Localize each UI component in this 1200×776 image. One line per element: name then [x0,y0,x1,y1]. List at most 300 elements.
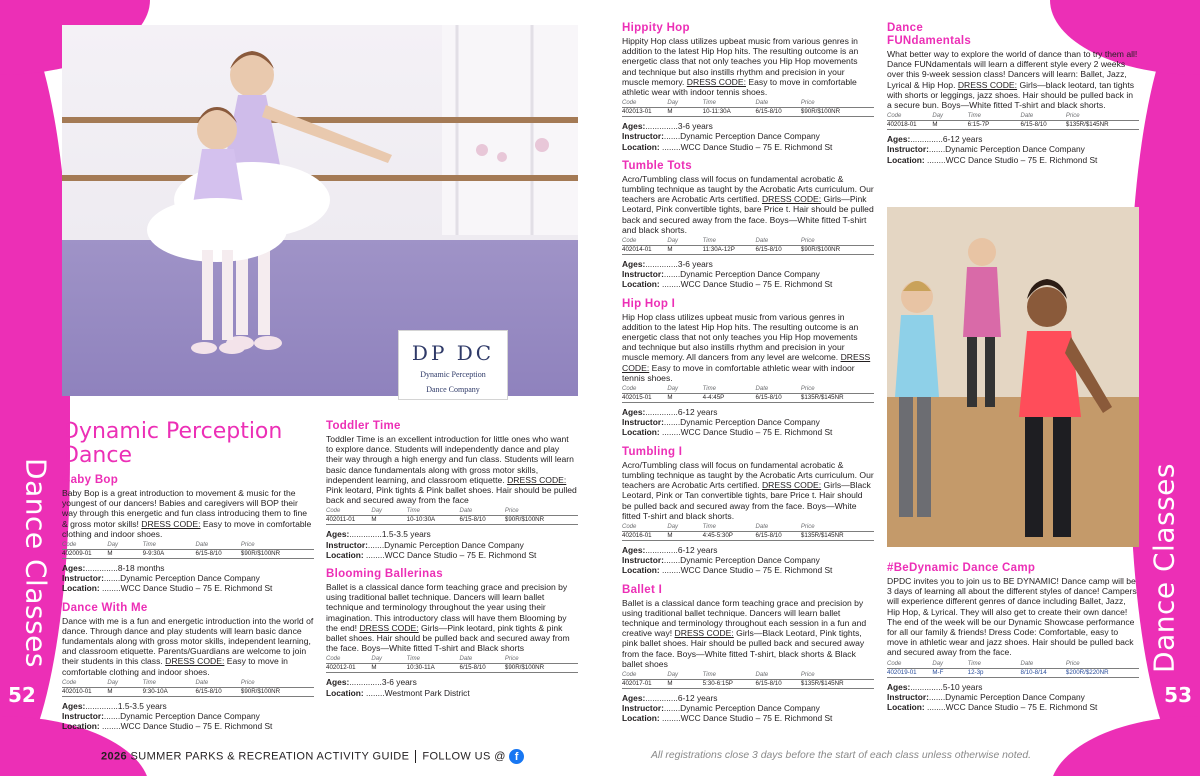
col-header-price: Price [504,508,519,515]
location-line: Location: ........WCC Dance Studio – 75 E. Richmond St [62,583,273,594]
cell-date: 6/15-8/10 [460,664,505,673]
col-header-date: Date [755,238,769,245]
col-header-code: Code [62,679,77,686]
ages-value: 3-6 years [677,259,713,270]
schedule-table-toddler-time [326,508,578,525]
col-header-price: Price [1065,113,1080,120]
class-description-dance-fundamentals [887,49,1139,110]
location-value: WCC Dance Studio – 75 E. Richmond St [945,702,1098,713]
col-header-day: Day [667,238,679,245]
column-left-2 [326,420,578,698]
dress-code-label: DRESS CODE: [165,656,225,667]
class-description-dance-with-me [62,616,314,677]
schedule-table-dance-with-me [62,680,314,697]
class-info-hip-hop-1 [622,407,874,438]
col-header-time: Time [406,656,420,663]
ages-value: 8-18 months [117,563,165,574]
location-value: WCC Dance Studio – 75 E. Richmond St [680,565,833,576]
ages-label: Ages: [622,692,646,703]
col-header-time: Time [702,523,716,530]
dress-code-text: Easy to move in comfortable clothing and indoor shoes. [62,656,288,677]
col-header-price: Price [240,679,255,686]
location-line: Location: ........WCC Dance Studio – 75 E. Richmond St [622,565,833,576]
ages-line: Ages:..............6-12 years [622,544,718,555]
ages-value: 6-12 years [677,544,718,555]
cell-day: M [371,664,406,673]
col-header-date: Date [755,386,769,393]
dress-code-text: Easy to move in comfortable athletic wear with indoor tennis shoes. [622,362,855,383]
instructor-label: Instructor: [62,711,104,722]
col-header-day: Day [107,679,119,686]
footer-guide-name: SUMMER PARKS & RECREATION ACTIVITY GUIDE [127,750,410,763]
class-description-blooming-ballerinas [326,582,578,653]
footer-follow-us: FOLLOW US @ [422,750,506,763]
instructor-line: Instructor:.......Dynamic Perception Dance Company [622,703,820,714]
location-line: Location: ........WCC Dance Studio – 75 E. Richmond St [622,141,833,152]
instructor-line: Instructor:.......Dynamic Perception Dance Company [622,131,820,142]
class-title-tumble-tots: Tumble Tots [622,159,692,172]
class-title-hippity-hop: Hippity Hop [622,22,690,34]
ages-line: Ages:..............5-10 years [887,681,983,692]
ages-line: Ages:..............6-12 years [622,692,718,703]
col-header-time: Time [406,508,420,515]
footer-guide-title [101,749,524,764]
class-info-tumble-tots [622,259,874,290]
instructor-label: Instructor: [622,131,664,142]
class-description-baby-bop [62,488,314,539]
class-title-dance-with-me: Dance With Me [62,601,148,614]
dpdc-logo [398,330,508,400]
cell-date: 6/15-8/10 [460,516,505,525]
dress-code-text: Pink leotard, Pink tights & Pink ballet shoes. Hair should be pulled back and secured away from the face [326,485,577,506]
location-label: Location: [62,583,100,594]
class-info-toddler-time [326,529,578,560]
ages-label: Ages: [887,134,911,145]
instructor-label: Instructor: [326,539,368,550]
col-header-day: Day [932,113,944,120]
description-text: Hippity Hop class utilizes upbeat music from various genres in addition to the latest Hip Hop hits. The resulting outcome is an energetic class that not only teaches you Hip Hop movements and technique but also instills rhythm and precision in your muscle memory. [622,36,859,87]
dress-code-label: DRESS CODE: [141,518,201,529]
ages-label: Ages: [622,121,646,132]
logo-name-line1: Dynamic Perception [420,370,486,379]
cell-price: $90R/$100NR [241,687,314,696]
cell-price: $90R/$100NR [801,108,874,117]
class-description-hip-hop-1 [622,312,874,383]
class-info-dance-fundamentals [887,134,1139,165]
col-header-price: Price [800,100,815,107]
column-right-1 [622,22,874,724]
footer-registration-notice: All registrations close 3 days before the start of each class unless otherwise noted. [651,750,1032,761]
class-title-bedynamic-camp: #BeDynamic Dance Camp [887,562,1036,574]
class-info-dance-with-me [62,701,314,732]
col-header-code: Code [887,113,902,120]
instructor-value: Dynamic Perception Dance Company [680,703,820,714]
cell-time: 11:30A-12P [703,246,756,255]
footer-divider [415,750,416,763]
class-title-dance-fundamentals [887,22,1139,48]
instructor-label: Instructor: [622,703,664,714]
instructor-label: Instructor: [62,573,104,584]
corner-swoosh [1050,716,1200,776]
cell-time: 9:30-10A [143,687,196,696]
table-row [326,664,578,673]
ages-line: Ages:..............1.5-3.5 years [62,700,167,711]
location-line: Location: ........WCC Dance Studio – 75 E. Richmond St [326,549,537,560]
dress-code-label: DRESS CODE: [507,474,567,485]
schedule-table-ballet-1 [622,672,874,689]
cell-time: 10-10:30A [407,516,460,525]
column-right-2-bottom [887,562,1139,712]
col-header-time: Time [702,100,716,107]
schedule-table-dance-fundamentals [887,113,1139,130]
col-header-code: Code [622,523,637,530]
col-header-price: Price [800,238,815,245]
class-description-hippity-hop [622,36,874,97]
cell-price: $90R/$100NR [505,664,578,673]
location-label: Location: [622,713,660,724]
column-right-2 [887,22,1139,165]
cell-day: M [667,679,702,688]
col-header-day: Day [932,660,944,667]
instructor-value: Dynamic Perception Dance Company [680,269,820,280]
schedule-table-hippity-hop [622,100,874,117]
instructor-value: Dynamic Perception Dance Company [680,131,820,142]
class-info-blooming-ballerinas [326,677,578,697]
location-value: WCC Dance Studio – 75 E. Richmond St [945,154,1098,165]
col-header-time: Time [702,238,716,245]
cell-date: 6/15-8/10 [196,550,241,559]
ages-label: Ages: [326,677,350,688]
cell-price: $135R/$145NR [801,679,874,688]
col-header-day: Day [107,542,119,549]
location-label: Location: [622,141,660,152]
instructor-label: Instructor: [887,144,929,155]
cell-code: 402009-01 [62,550,107,559]
ages-label: Ages: [887,681,911,692]
logo-name-line2: Dance Company [426,385,480,394]
col-header-time: Time [142,542,156,549]
class-info-tumbling-1 [622,545,874,576]
cell-code: 402011-01 [326,516,371,525]
location-label: Location: [326,549,364,560]
instructor-line: Instructor:.......Dynamic Perception Dance Company [62,573,260,584]
cell-price: $200R/$220NR [1066,668,1139,677]
class-title-tumbling-1: Tumbling I [622,445,683,458]
page-number-right: 53 [1164,683,1192,707]
table-row [622,246,874,255]
ages-line: Ages:..............3-6 years [622,121,713,132]
col-header-time: Time [702,386,716,393]
col-header-day: Day [667,100,679,107]
dress-code-text: Girls—Black Leotard, Pink tights, pink ballet shoes. Hair should be pulled back and secured away from the face. Boys—White fitted T-shirt, black shorts & Black ballet shoes [622,628,865,669]
col-header-price: Price [240,542,255,549]
ages-value: 1.5-3.5 years [117,700,167,711]
title-line-2: FUNdamentals [887,35,972,47]
instructor-value: Dynamic Perception Dance Company [680,555,820,566]
table-row [622,108,874,117]
col-header-date: Date [1020,660,1034,667]
instructor-line: Instructor:.......Dynamic Perception Dance Company [326,539,524,550]
col-header-price: Price [800,671,815,678]
instructor-line: Instructor:.......Dynamic Perception Dance Company [622,269,820,280]
cell-time: 5:30-6:15P [703,679,756,688]
col-header-code: Code [326,656,341,663]
table-row [622,679,874,688]
section-title-left: Dance Classes [19,458,53,668]
location-value: WCC Dance Studio – 75 E. Richmond St [120,721,273,732]
cell-price: $90R/$100NR [241,550,314,559]
kids-dancing-photo [887,207,1139,547]
class-info-baby-bop [62,563,314,594]
ages-value: 6-12 years [677,692,718,703]
col-header-time: Time [702,671,716,678]
class-description-tumbling-1 [622,460,874,521]
cell-date: 6/15-8/10 [756,246,801,255]
col-header-code: Code [887,660,902,667]
dress-code-text: Easy to move in comfortable clothing and indoor shoes. [62,518,312,539]
cell-time: 12-3p [968,668,1021,677]
location-value: WCC Dance Studio – 75 E. Richmond St [680,279,833,290]
location-line: Location: ........WCC Dance Studio – 75 E. Richmond St [622,427,833,438]
dress-code-label: DRESS CODE: [761,194,822,205]
dress-code-text: Girls—Pink Leotard, Pink convertible tights, bare Price t. Hair should be pulled back and secured away from the face. Boys—White fitted T-shirt and black shorts. [622,194,874,235]
cell-time: 10-11:30A [703,108,756,117]
description-text: Hip Hop class utilizes upbeat music from various genres in addition to the latest Hip Hop hits. The resulting outcome is an energetic class that not only teaches you Hip Hop movements and technique but also instills rhythm and precision in your muscle memory. All dancers from any level are welcome. [622,311,859,363]
col-header-day: Day [371,656,383,663]
dress-code-label: DRESS CODE: [761,480,822,491]
schedule-table-hip-hop-1 [622,386,874,403]
dress-code-label: DRESS CODE: [686,76,746,87]
cell-date: 6/15-8/10 [756,679,801,688]
ages-value: 1.5-3.5 years [381,529,431,540]
col-header-date: Date [195,679,209,686]
instructor-line: Instructor:.......Dynamic Perception Dance Company [887,691,1085,702]
col-header-code: Code [62,542,77,549]
cell-code: 402010-01 [62,687,107,696]
class-description-ballet-1 [622,598,874,669]
col-header-date: Date [755,671,769,678]
schedule-table-tumble-tots [622,238,874,255]
cell-date: 6/15-8/10 [756,108,801,117]
location-value: WCC Dance Studio – 75 E. Richmond St [680,141,833,152]
class-description-bedynamic-camp: DPDC invites you to join us to BE DYNAMIC! Dance camp will be 3 days of learning all about the different styles of dance! Campers will experience different genres of dance including Ballet, Jazz, Hip Hop, & Lyrical. They will also get to create their own dance! The end of the week will be our Dynamic Showcase performance for all our family & friends! Dress Code: Comfortable, easy to move in athletic wear and jazz shoes. Hair should be pulled back and secured away from the face. [887,576,1137,658]
description-text: Ballet is a classical dance form teaching grace and precision by using traditional ballet technique. Dancers will learn ballet technique and terminology throughout the year using their imagination. This introductory class will have them Blooming by the end! [326,582,568,633]
cell-day: M [667,108,702,117]
logo-mark: DP DC [411,341,495,365]
col-header-date: Date [195,542,209,549]
col-header-code: Code [622,386,637,393]
col-header-day: Day [667,671,679,678]
ages-line: Ages:..............3-6 years [326,677,417,688]
cell-code: 402012-01 [326,664,371,673]
location-label: Location: [622,565,660,576]
table-row [622,531,874,540]
description-text: What better way to explore the world of dance than to try them all! Dance FUNdamentals will learn a different style every 2 weeks over this 9-week session class! Dancers will learn: Ballet, Jazz, Lyrical & Hip Hop. [887,49,1138,90]
cell-price: $90R/$100NR [801,246,874,255]
cell-date: 6/15-8/10 [1021,121,1066,130]
ages-line: Ages:..............3-6 years [622,259,713,270]
dress-code-text: Girls—Black Leotard, Pink or Tan convertible tights, bare Price t. Hair should be pulled back and secured away from the face. Boys—White fitted T-shirt and black shorts. [622,480,871,521]
col-header-code: Code [622,238,637,245]
col-header-time: Time [967,660,981,667]
cell-code: 402016-01 [622,531,667,540]
table-row [622,394,874,403]
cell-code: 402015-01 [622,394,667,403]
schedule-table-bedynamic-camp [887,661,1139,678]
cell-day: M [371,516,406,525]
instructor-value: Dynamic Perception Dance Company [680,417,820,428]
footer-year: 2026 [101,750,128,763]
section-title-right: Dance Classes [1147,463,1181,673]
cell-day: M [667,394,702,403]
class-title-toddler-time: Toddler Time [326,420,401,432]
instructor-label: Instructor: [622,269,664,280]
location-label: Location: [622,427,660,438]
description-text: Acro/Tumbling class will focus on fundamental acrobatic & tumbling technique as taught by the Acrobatic Arts curriculum. Our teachers are Acrobatic Arts certified. [622,173,874,205]
col-header-day: Day [667,386,679,393]
cell-code: 402013-01 [622,108,667,117]
description-text: Ballet is a classical dance form teaching grace and precision by using traditional ballet technique. Dancers will learn ballet technique and terminology throughout each session in a fun and creative way! [622,597,867,639]
cell-day: M [667,531,702,540]
class-info-hippity-hop [622,121,874,152]
dress-code-label: DRESS CODE: [359,622,419,633]
dress-code-label: DRESS CODE: [957,79,1018,90]
ages-value: 6-12 years [942,134,983,145]
cell-code: 402018-01 [887,121,932,130]
page-heading: Dynamic Perception Dance [62,419,283,468]
cell-time: 4:45-5:30P [703,531,756,540]
instructor-line: Instructor:.......Dynamic Perception Dance Company [622,555,820,566]
instructor-label: Instructor: [622,417,664,428]
cell-day: M [107,687,142,696]
class-description-tumble-tots [622,174,874,235]
description-text: Baby Bop is a great introduction to movement & music for the youngest of our dancers! Babies and caregivers will BOP their way through this energetic and fun class introducing them to fine & gross motor skills! [62,488,308,529]
location-label: Location: [326,687,364,698]
location-value: WCC Dance Studio – 75 E. Richmond St [680,713,833,724]
cell-time: 9-9:30A [143,550,196,559]
kids-dancing-illustration [887,207,1139,547]
col-header-date: Date [459,656,473,663]
instructor-line: Instructor:.......Dynamic Perception Dance Company [622,417,820,428]
cell-date: 8/10-8/14 [1021,668,1066,677]
col-header-time: Time [967,113,981,120]
dress-code-label: DRESS CODE: [674,628,734,639]
dress-code-label: DRESS CODE: [622,352,871,373]
dress-code-text: Girls—black leotard, tan tights with shorts or leggings, jazz shoes. Hair should be pulled back in a secure bun. Boys—White fitted T-shirt and black shorts. [887,79,1135,111]
ages-label: Ages: [62,700,86,711]
schedule-table-baby-bop [62,542,314,559]
table-row [887,121,1139,130]
location-line: Location: ........Westmont Park District [326,687,470,698]
class-title-hip-hop-1: Hip Hop I [622,297,676,310]
cell-price: $135R/$145NR [801,394,874,403]
instructor-label: Instructor: [887,691,929,702]
ages-label: Ages: [326,529,350,540]
location-label: Location: [62,721,100,732]
cell-code: 402014-01 [622,246,667,255]
col-header-date: Date [1020,113,1034,120]
class-description-toddler-time [326,434,578,505]
col-header-date: Date [755,523,769,530]
col-header-date: Date [755,100,769,107]
location-line: Location: ........WCC Dance Studio – 75 E. Richmond St [887,154,1098,165]
ages-value: 3-6 years [677,121,713,132]
ages-label: Ages: [622,544,646,555]
dress-code-text: Easy to move in comfortable athletic wear with indoor tennis shoes. [622,76,857,98]
cell-code: 402019-01 [887,668,932,677]
ages-label: Ages: [622,259,646,270]
col-header-day: Day [371,508,383,515]
cell-price: $135R/$145NR [1066,121,1139,130]
cell-code: 402017-01 [622,679,667,688]
location-line: Location: ........WCC Dance Studio – 75 E. Richmond St [622,713,833,724]
location-line: Location: ........WCC Dance Studio – 75 E. Richmond St [887,702,1098,713]
table-row [887,668,1139,677]
col-header-day: Day [667,523,679,530]
description-text: Dance with me is a fun and energetic introduction into the world of dance. Through dance and play students will learn basic dance fundamentals along with gross motor skills, independent learning, and classroom etiquette. Parents/Guardians are welcome to join their students in this class. [62,615,314,667]
table-row [326,516,578,525]
schedule-table-blooming-ballerinas [326,656,578,673]
location-value: WCC Dance Studio – 75 E. Richmond St [120,583,273,594]
ages-line: Ages:..............8-18 months [62,563,165,574]
ages-line: Ages:..............6-12 years [887,134,983,145]
facebook-icon[interactable]: f [509,749,524,764]
cell-time: 10:30-11A [407,664,460,673]
instructor-value: Dynamic Perception Dance Company [945,691,1085,702]
cell-day: M [932,121,967,130]
instructor-value: Dynamic Perception Dance Company [945,144,1085,155]
ages-value: 6-12 years [677,407,718,418]
column-left-1 [62,420,314,731]
dress-code-text: Girls—Pink leotard, pink tights & pink ballet shoes. Hair should be pulled back and secured away from the face. Boys—White fitted T-shirt and Black shorts [326,622,570,654]
ages-label: Ages: [622,407,646,418]
col-header-date: Date [459,508,473,515]
col-header-price: Price [800,523,815,530]
class-info-ballet-1 [622,693,874,724]
col-header-code: Code [622,671,637,678]
cell-time: 6:15-7P [968,121,1021,130]
instructor-label: Instructor: [622,555,664,566]
col-header-time: Time [142,679,156,686]
instructor-value: Dynamic Perception Dance Company [384,539,524,550]
location-line: Location: ........WCC Dance Studio – 75 E. Richmond St [622,279,833,290]
location-value: Westmont Park District [384,687,470,698]
cell-price: $135R/$145NR [801,531,874,540]
cell-day: M [107,550,142,559]
class-title-baby-bop: Baby Bop [62,474,119,486]
cell-date: 6/15-8/10 [756,531,801,540]
page-number-left: 52 [8,683,36,707]
cell-day: M [667,246,702,255]
instructor-line: Instructor:.......Dynamic Perception Dance Company [887,144,1085,155]
col-header-price: Price [504,656,519,663]
cell-price: $90R/$100NR [505,516,578,525]
ages-value: 3-6 years [381,677,417,688]
cell-date: 6/15-8/10 [756,394,801,403]
location-label: Location: [622,279,660,290]
description-text: Toddler Time is an excellent introduction for little ones who want to explore dance. Students will independently dance and play their way through a high energy and fun class. Students will learn basic dance fundamentals along with gross motor skills, independent learning, and classroom etiquette. [326,434,574,485]
table-row [62,550,314,559]
cell-time: 4-4:45P [703,394,756,403]
location-label: Location: [887,154,925,165]
description-text: Acro/Tumbling class will focus on fundamental acrobatic & tumbling technique as taught by the Acrobatic Arts curriculum. Our teachers are Acrobatic Arts certified. [622,459,874,491]
col-header-code: Code [326,508,341,515]
title-line-1: Dance [887,22,924,34]
cell-day: M-F [932,668,967,677]
class-title-ballet-1: Ballet I [622,583,663,596]
ages-line: Ages:..............6-12 years [622,407,718,418]
instructor-line: Instructor:.......Dynamic Perception Dance Company [62,711,260,722]
